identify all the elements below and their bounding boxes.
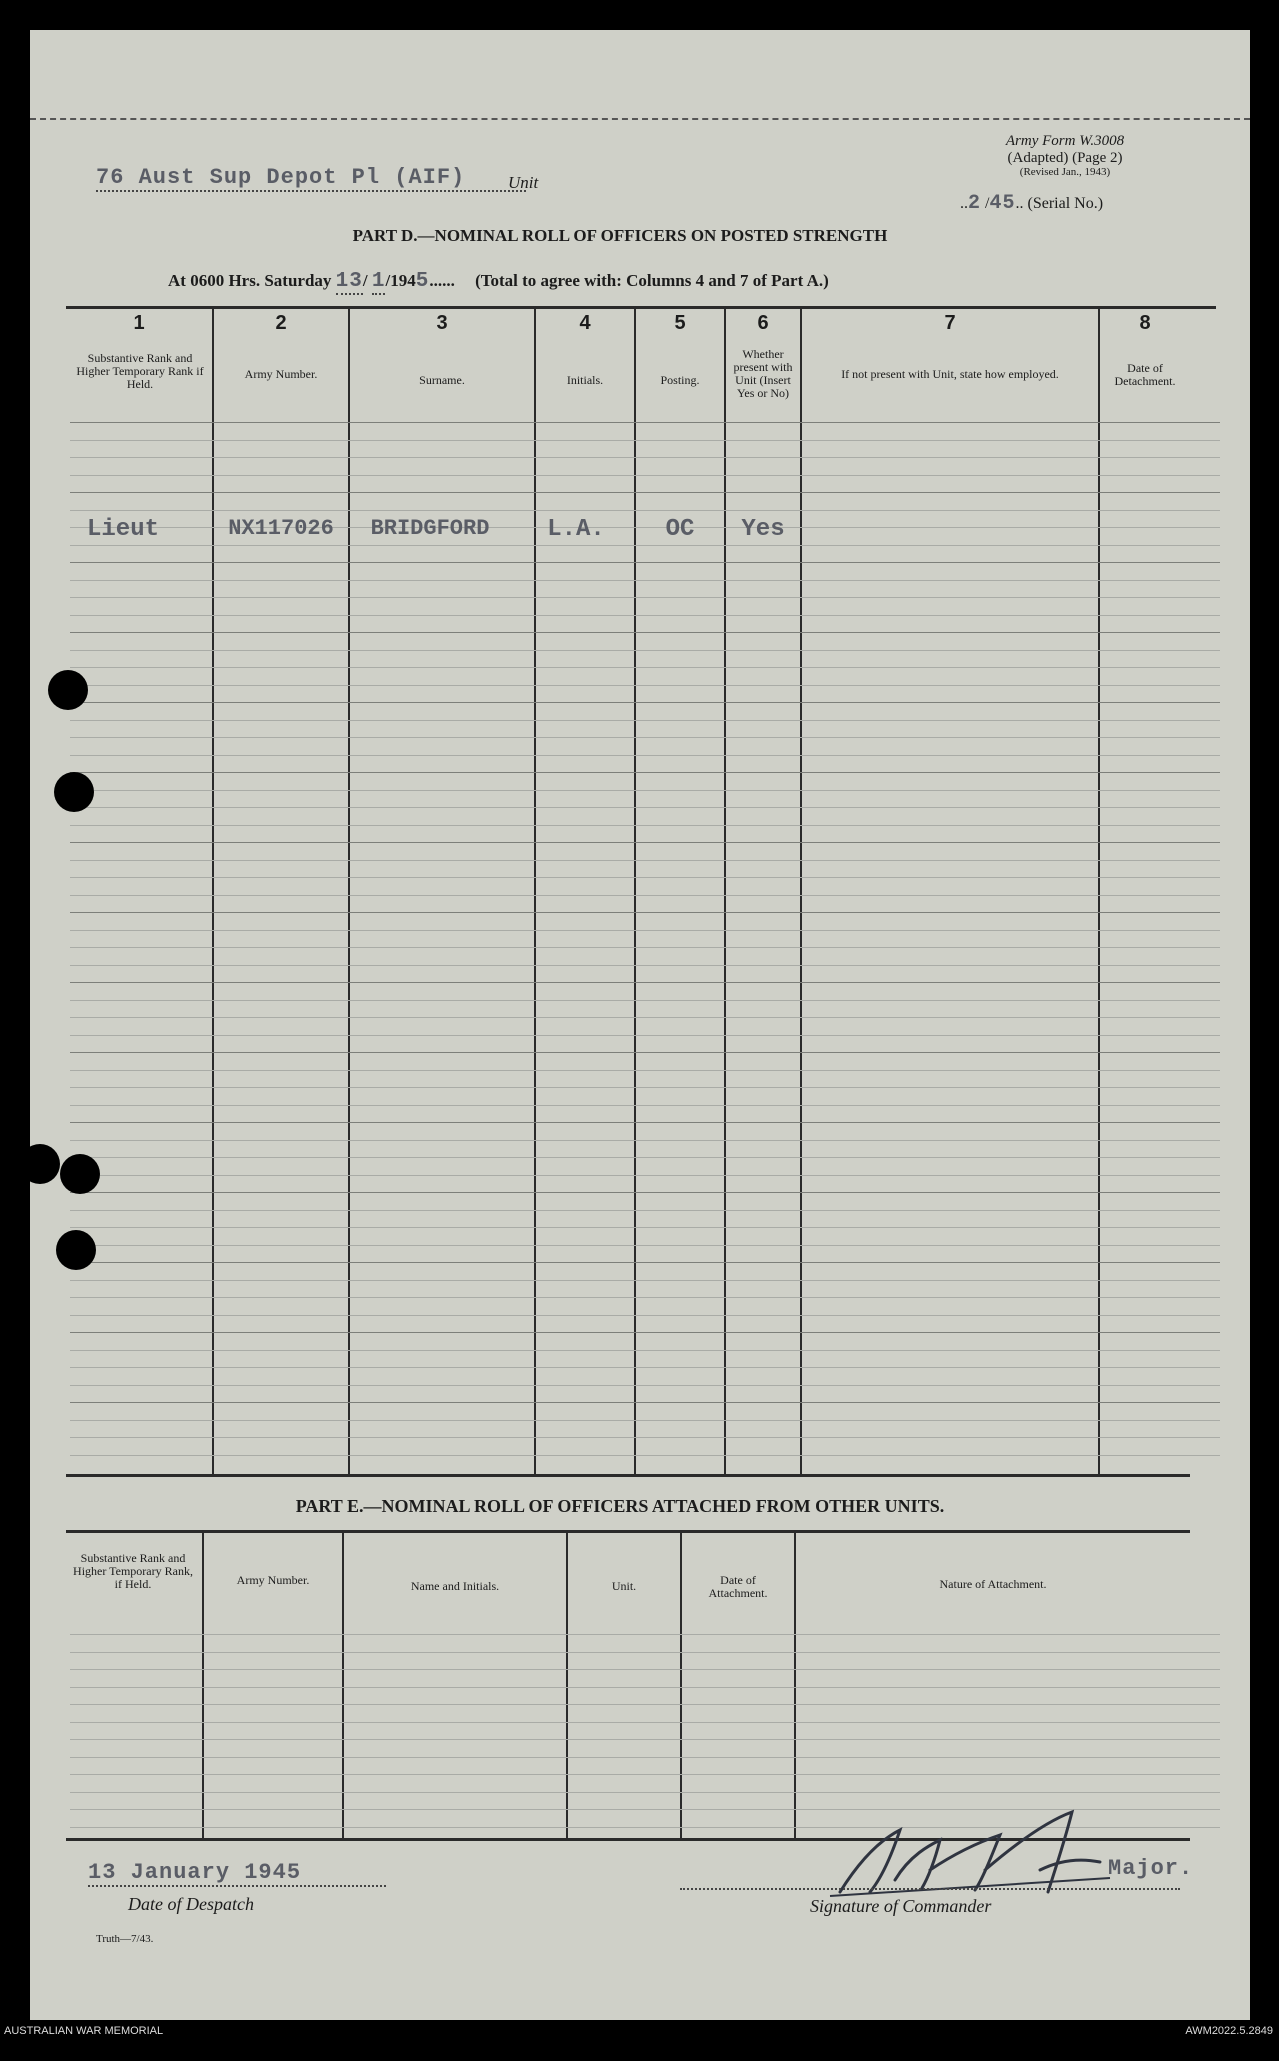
punch-hole — [30, 1144, 60, 1184]
ruled-line — [70, 772, 1220, 773]
unit-label: Unit — [508, 173, 539, 192]
ruled-line — [70, 492, 1220, 493]
form-line-1: Army Form W.3008 — [1005, 133, 1125, 149]
col-num-7: 7 — [944, 312, 956, 334]
col-head-present: Whether present with Unit (Insert Yes or No) — [733, 347, 793, 400]
signature-line — [680, 1888, 1180, 1890]
col-num-8: 8 — [1139, 312, 1151, 334]
row-surname: BRIDGFORD — [370, 516, 490, 541]
ruled-line — [70, 807, 1220, 808]
ruled-line — [70, 842, 1220, 843]
e-head-unit: Unit. — [611, 1579, 637, 1593]
ruled-line — [70, 1070, 1220, 1071]
ruled-line — [70, 1087, 1220, 1088]
ruled-line — [70, 755, 1220, 756]
ruled-line — [70, 1052, 1220, 1053]
punch-hole — [54, 772, 94, 812]
ruled-line — [70, 1332, 1220, 1333]
ruled-line — [70, 650, 1220, 651]
ruled-line — [70, 580, 1220, 581]
ruled-line — [70, 965, 1220, 966]
ruled-line — [70, 1017, 1220, 1018]
ruled-line — [70, 1210, 1220, 1211]
ruled-line — [70, 982, 1220, 983]
date-month: 1 — [371, 270, 386, 293]
col-head-army-number: Army Number. — [244, 367, 318, 381]
ruled-line — [70, 615, 1220, 616]
printer-imprint: Truth—7/43. — [96, 1933, 154, 1945]
ruled-line — [70, 1402, 1220, 1403]
ruled-line — [70, 632, 1220, 633]
serial-year: 45 — [989, 192, 1016, 215]
e-head-nature: Nature of Attachment. — [939, 1577, 1047, 1591]
year-prefix: 194 — [390, 271, 416, 290]
col-head-employed: If not present with Unit, state how employed. — [841, 367, 1059, 381]
ruled-line — [70, 1739, 1220, 1740]
ruled-line — [70, 1420, 1220, 1421]
ruled-line — [70, 930, 1220, 931]
punch-hole — [56, 1230, 96, 1270]
ruled-line — [70, 1367, 1220, 1368]
ruled-line — [70, 1122, 1220, 1123]
col-num-6: 6 — [757, 312, 769, 334]
ruled-line — [70, 790, 1220, 791]
row-present: Yes — [741, 516, 785, 543]
e-head-name: Name and Initials. — [410, 1579, 500, 1593]
col-num-1: 1 — [133, 312, 145, 334]
ruled-line — [70, 1350, 1220, 1351]
col-divider — [634, 308, 636, 1476]
ruled-line — [70, 947, 1220, 948]
col-divider — [724, 308, 726, 1476]
ruled-line — [70, 440, 1220, 441]
ruled-line — [70, 1035, 1220, 1036]
form-page — [30, 30, 1250, 2020]
ruled-line — [70, 1792, 1220, 1793]
part-d-title: PART D.—NOMINAL ROLL OF OFFICERS ON POSTED STRENGTH — [352, 226, 888, 245]
rank-suffix: Major. — [1108, 1856, 1194, 1881]
unit-value: 76 Aust Sup Depot Pl (AIF) — [96, 165, 526, 192]
col-num-4: 4 — [579, 312, 591, 334]
ruled-line — [70, 1157, 1220, 1158]
total-note: (Total to agree with: Columns 4 and 7 of Part A.) — [475, 271, 829, 290]
ruled-line — [70, 737, 1220, 738]
ruled-line — [70, 1000, 1220, 1001]
e-head-rank: Substantive Rank and Higher Temporary Rank, if Held. — [73, 1551, 193, 1591]
form-line-2: (Adapted) (Page 2) — [1007, 150, 1123, 166]
ruled-line — [70, 825, 1220, 826]
ruled-line — [70, 1669, 1220, 1670]
col-num-5: 5 — [674, 312, 686, 334]
ruled-line — [70, 1280, 1220, 1281]
e-head-army-number: Army Number. — [236, 1573, 310, 1587]
ruled-line — [70, 667, 1220, 668]
row-rank: Lieut — [86, 516, 159, 543]
col-head-initials: Initials. — [566, 373, 604, 387]
ruled-line — [70, 1315, 1220, 1316]
col-head-surname: Surname. — [419, 373, 465, 387]
serial-num: 2 — [968, 192, 982, 215]
ruled-line — [70, 895, 1220, 896]
archive-credit: AUSTRALIAN WAR MEMORIAL — [4, 2025, 164, 2037]
part-e-top-border — [66, 1530, 1190, 1533]
e-head-date: Date of Attachment. — [708, 1573, 768, 1600]
ruled-line — [70, 720, 1220, 721]
col-divider — [800, 308, 802, 1476]
col-head-posting: Posting. — [660, 373, 700, 387]
col-divider — [1098, 308, 1100, 1476]
ruled-line — [70, 1105, 1220, 1106]
ruled-line — [70, 1455, 1220, 1456]
ruled-line — [70, 1774, 1220, 1775]
ruled-line — [70, 1140, 1220, 1141]
ruled-line — [70, 1192, 1220, 1193]
row-posting: OC — [665, 516, 695, 543]
table-bottom-border — [66, 1474, 1190, 1477]
ruled-line — [70, 877, 1220, 878]
ruled-line — [70, 562, 1220, 563]
ruled-line — [70, 597, 1220, 598]
ruled-line — [70, 1245, 1220, 1246]
col-divider — [534, 308, 536, 1476]
ruled-line — [70, 685, 1220, 686]
despatch-label: Date of Despatch — [128, 1894, 254, 1914]
col-divider — [212, 308, 214, 1476]
row-initials: L.A. — [547, 516, 605, 543]
serial-label: (Serial No.) — [1027, 195, 1104, 212]
perforation-line — [30, 118, 1250, 120]
ruled-line — [70, 1385, 1220, 1386]
serial-number: ..2 /45.. (Serial No.) — [960, 192, 1104, 215]
signature-label: Signature of Commander — [810, 1896, 992, 1916]
ruled-line — [70, 860, 1220, 861]
ruled-line — [70, 1652, 1220, 1653]
ruled-line — [70, 1757, 1220, 1758]
ruled-line — [70, 1297, 1220, 1298]
ruled-line — [70, 702, 1220, 703]
commander-signature — [810, 1800, 1140, 1910]
form-line-3: (Revised Jan., 1943) — [1019, 166, 1111, 178]
ruled-line — [70, 1722, 1220, 1723]
ruled-line — [70, 545, 1220, 546]
ruled-line — [70, 475, 1220, 476]
col-head-detachment: Date of Detachment. — [1114, 361, 1176, 388]
col-num-3: 3 — [436, 312, 448, 334]
row-army-number: NX117026 — [228, 516, 334, 541]
year-digit: 5 — [415, 270, 430, 293]
table-top-border — [66, 306, 1216, 309]
ruled-line — [70, 422, 1220, 423]
part-e-title: PART E.—NOMINAL ROLL OF OFFICERS ATTACHED FROM OTHER UNITS. — [295, 1496, 945, 1516]
ruled-line — [70, 912, 1220, 913]
ruled-line — [70, 457, 1220, 458]
archive-id: AWM2022.5.2849 — [1185, 2025, 1273, 2037]
col-divider — [348, 308, 350, 1476]
date-day: 13 — [335, 270, 363, 293]
ruled-line — [70, 510, 1220, 511]
ruled-line — [70, 1687, 1220, 1688]
ruled-line — [70, 1634, 1220, 1635]
col-num-2: 2 — [275, 312, 287, 334]
ruled-line — [70, 1227, 1220, 1228]
ruled-line — [70, 1704, 1220, 1705]
despatch-date: 13 January 1945 — [88, 1860, 386, 1887]
ruled-line — [70, 1262, 1220, 1263]
col-head-rank: Substantive Rank and Higher Temporary Rank if Held. — [76, 351, 204, 391]
punch-hole — [48, 670, 88, 710]
ruled-line — [70, 1175, 1220, 1176]
date-line: At 0600 Hrs. Saturday 13/ 1/1945...... (Total to agree with: Columns 4 and 7 of Part A.) — [168, 270, 829, 293]
punch-hole — [60, 1154, 100, 1194]
ruled-line — [70, 1437, 1220, 1438]
at-label: At 0600 Hrs. Saturday — [168, 271, 332, 290]
